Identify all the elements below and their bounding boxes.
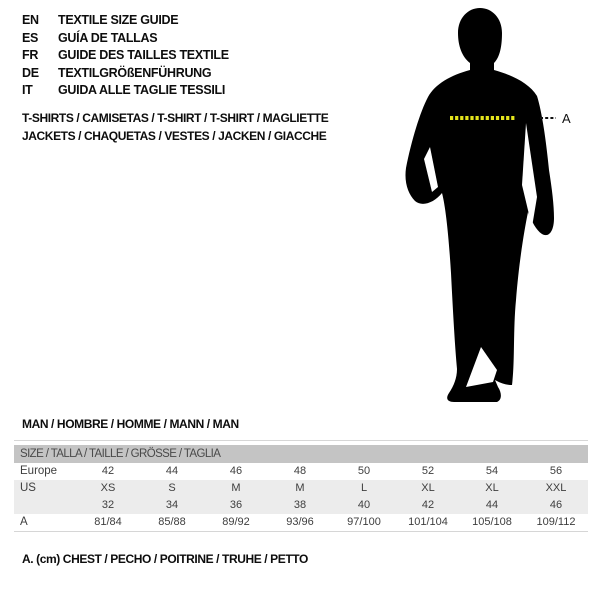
language-title: GUIDA ALLE TAGLIE TESSILI [58,83,226,97]
size-table [14,440,588,532]
row-label: Europe [20,465,58,477]
size-cell: 50 [357,465,371,477]
size-cell: 44 [485,499,499,511]
size-cell: 101/104 [408,516,448,528]
size-cell: 85/88 [158,516,186,528]
size-cell: 40 [357,499,371,511]
measurement-footnote: A. (cm) CHEST / PECHO / POITRINE / TRUHE / PETTO [22,552,308,566]
row-label [14,497,76,514]
size-cell: S [168,482,176,494]
measure-label-a: A [562,111,571,126]
size-cell: 109/112 [536,516,576,528]
size-cell: 93/96 [286,516,314,528]
language-row [22,65,229,83]
size-cell: 54 [485,465,499,477]
language-row [22,30,229,48]
row-label: A [20,516,28,528]
language-code: EN [22,13,39,27]
table-row-numeric [14,497,588,514]
language-title: GUIDE DES TAILLES TEXTILE [58,48,229,62]
size-cell: 46 [549,499,563,511]
size-cell: 52 [421,465,435,477]
size-cell: 56 [549,465,563,477]
size-cell: 42 [101,465,115,477]
size-cell: 36 [229,499,243,511]
size-cell: 38 [293,499,307,511]
man-silhouette [396,1,600,411]
size-cell: XXL [545,482,567,494]
table-row-chest [14,514,588,531]
table-header: SIZE / TALLA / TAILLE / GRÖSSE / TAGLIA [14,445,588,463]
size-cell: M [231,482,241,494]
language-code: ES [22,30,39,45]
language-title: GUÍA DE TALLAS [58,30,158,45]
size-cell: 81/84 [94,516,122,528]
table-row-us [14,480,588,497]
size-cell: XL [421,482,435,494]
language-code: FR [22,48,39,62]
size-cell: XS [100,482,116,494]
language-row [22,47,229,65]
row-label: US [20,482,36,494]
language-code: IT [22,83,33,97]
category-list [22,109,328,145]
category-line-tshirts: T-SHIRTS / CAMISETAS / T-SHIRT / T-SHIRT / MAGLIETTE [22,111,329,125]
size-cell: 34 [165,499,179,511]
language-row [22,82,229,100]
size-cell: L [360,482,368,494]
size-cell: M [295,482,305,494]
table-top-rule [14,440,588,441]
language-row [22,12,229,30]
man-silhouette-figure [396,1,600,411]
language-code: DE [22,65,39,80]
gender-heading: MAN / HOMBRE / HOMME / MANN / MAN [22,417,239,431]
size-cell: 105/108 [472,516,512,528]
size-cell: 42 [421,499,435,511]
category-line-jackets: JACKETS / CHAQUETAS / VESTES / JACKEN / GIACCHE [22,129,327,143]
size-cell: 44 [165,465,179,477]
size-cell: 32 [101,499,115,511]
language-list [22,12,229,100]
size-cell: 89/92 [222,516,250,528]
size-cell: 97/100 [347,516,381,528]
size-cell: 46 [229,465,243,477]
language-title: TEXTILGRÖßENFÜHRUNG [58,65,212,80]
size-cell: 48 [293,465,307,477]
size-cell: XL [485,482,499,494]
language-title: TEXTILE SIZE GUIDE [58,13,179,27]
table-row-europe [14,463,588,480]
table-bottom-rule [14,531,588,532]
